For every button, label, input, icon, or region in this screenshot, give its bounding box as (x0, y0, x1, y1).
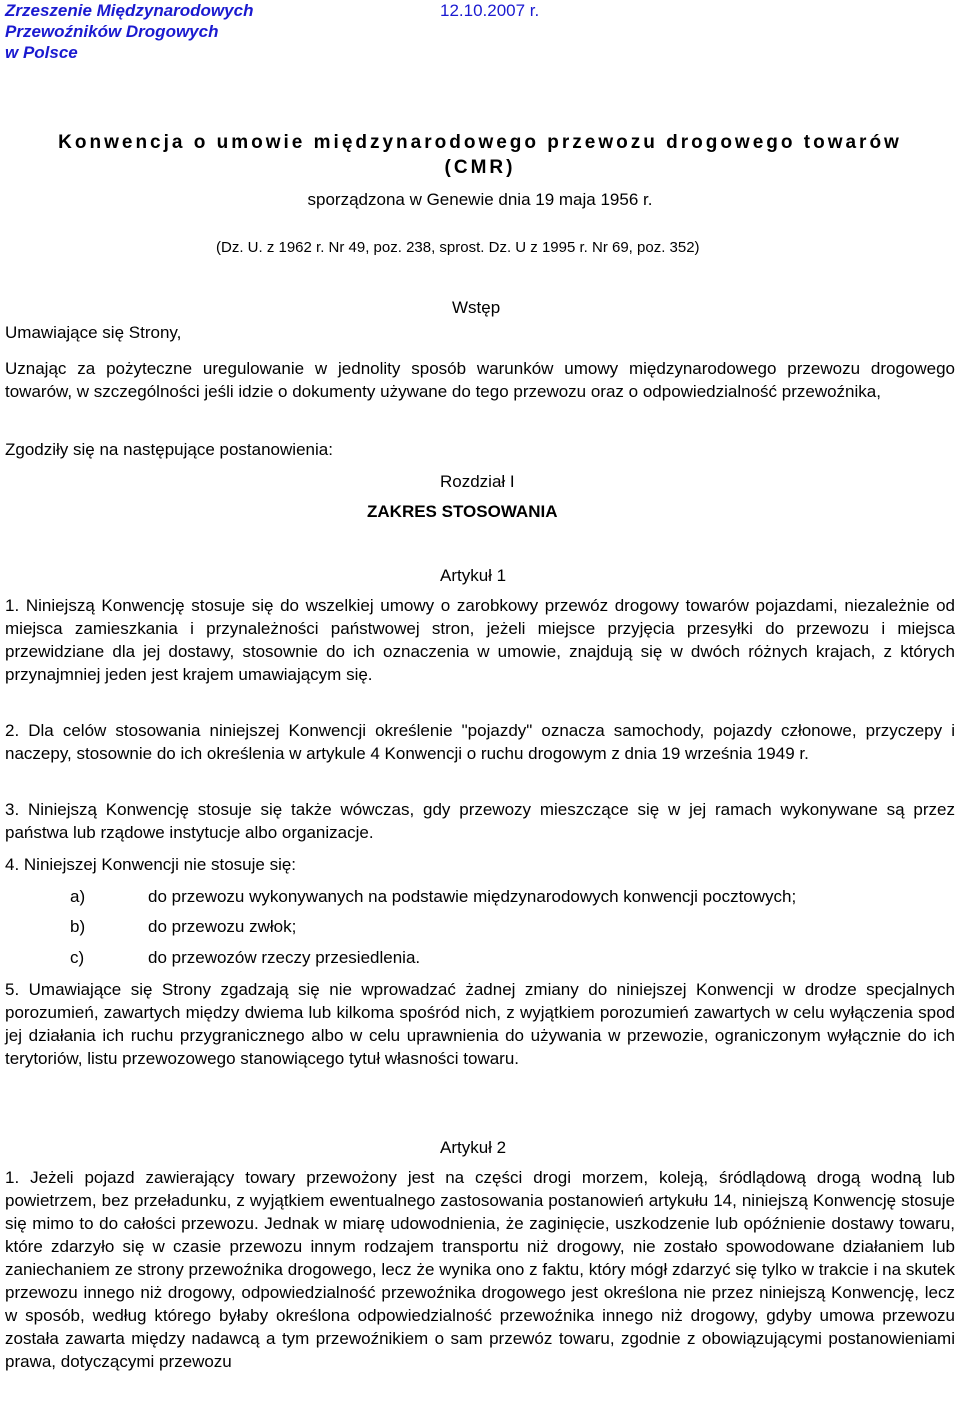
org-line-2: Przewoźników Drogowych (5, 22, 219, 41)
recital-paragraph: Uznając za pożyteczne uregulowanie w jednolity sposób warunków umowy międzynarodowego przewozu drogowego towarów, w szczególności jeśli idzie o dokumenty używane do tego przewozu oraz o odpowiedzialność przewoźnika, (5, 359, 955, 401)
document-title (5, 130, 955, 180)
article-1-paragraph-5: 5. Umawiające się Strony zgadzają się nie wprowadzać żadnej zmiany do niniejszej Konwencji w drodze specjalnych porozumień, zawartych między dwiema lub kilkoma spośród nich, z wyjątkiem porozumień zawartych w celu wyłączenia spod jej działania ich ruchu przygranicznego albo w celu uprawnienia do używania w przewozie, ograniczonym wyłącznie do ich terytoriów, listu przewozowego stanowiącego tytuł własności towaru. (5, 980, 955, 1068)
org-line-3: w Polsce (5, 43, 78, 62)
legal-reference: (Dz. U. z 1962 r. Nr 49, poz. 238, sprost. Dz. U z 1995 r. Nr 69, poz. 352) (216, 239, 700, 256)
org-line-1: Zrzeszenie Międzynarodowych (5, 1, 254, 20)
list-item (5, 946, 955, 969)
article-2-heading: Artykuł 2 (440, 1138, 507, 1157)
list-item-label: a) (70, 887, 86, 906)
agreed-statement: Zgodziły się na następujące postanowienia: (5, 440, 333, 459)
article-1-paragraph-3: 3. Niniejszą Konwencję stosuje się także wówczas, gdy przewozy mieszczące się w jej ramach wykonywane są przez państwa lub rządowe instytucje albo organizacje. (5, 800, 955, 842)
contracting-parties: Umawiające się Strony, (5, 323, 182, 342)
list-item-text: do przewozu zwłok; (148, 917, 297, 936)
list-item-text: do przewozów rzeczy przesiedlenia. (148, 948, 421, 967)
chapter-title: ZAKRES STOSOWANIA (367, 502, 558, 521)
article-1-heading: Artykuł 1 (440, 566, 507, 585)
preamble-heading: Wstęp (452, 298, 501, 317)
article-2-paragraph-1: 1. Jeżeli pojazd zawierający towary przewożony jest na części drogi morzem, koleją, śródlądową drogą wodną lub powietrzem, bez przeładunku, z wyjątkiem ewentualnego zastosowania postanowień artykułu 14, niniejszą Konwencję stosuje się mimo to do całości przewozu. Jednak w miarę udowodnienia, że zaginięcie, uszkodzenie lub opóźnienie dostawy towaru, które zdarzyło się w czasie przewozu innym rodzajem transportu niż drogowy, nie zostało spowodowane działaniem lub zaniechaniem ze strony przewoźnika drogowego, lecz że wynika ono z faktu, który mógł zdarzyć się tylko w trakcie i na skutek przewozu innego niż drogowy, odpowiedzialność przewoźnika drogowego jest określona nie przez niniejszą Konwencję, lecz w sposób, według którego byłaby określona odpowiedzialność przewoźnika innego niż drogowy, gdyby umowa przewozu została zawarta między nadawcą a tym przewoźnikiem o sam przewóz towaru, zgodnie z obowiązującymi postanowieniami prawa, dotyczącymi przewozu (5, 1168, 955, 1371)
article-1-paragraph-2: 2. Dla celów stosowania niniejszej Konwencji określenie "pojazdy" oznacza samochody, pojazdy członowe, przyczepy i naczepy, stosownie do ich określenia w artykule 4 Konwencji o ruchu drogowym z dnia 19 września 1949 r. (5, 721, 955, 763)
title-line-1: Konwencja o umowie międzynarodowego przewozu drogowego towarów (58, 132, 902, 153)
list-item (5, 915, 955, 938)
article-1-paragraph-4: 4. Niniejszej Konwencji nie stosuje się: (5, 855, 297, 874)
list-item-label: b) (70, 917, 86, 936)
list-item-label: c) (70, 948, 85, 967)
title-line-2: (CMR) (444, 157, 516, 178)
document-subtitle: sporządzona w Genewie dnia 19 maja 1956 r. (307, 190, 653, 209)
article-1-paragraph-1: 1. Niniejszą Konwencję stosuje się do wszelkiej umowy o zarobkowy przewóz drogowy towarów pojazdami, niezależnie od miejsca zamieszkania i przynależności państwowej stron, jeżeli miejsce przyjęcia przesyłki do przewozu i miejsca przewidziane dla jej dostawy, stosownie do ich oznaczenia w umowie, znajdują się w dwóch różnych krajach, z których przynajmniej jeden jest krajem umawiającym się. (5, 596, 955, 684)
organization-name (5, 0, 305, 63)
list-item-text: do przewozu wykonywanych na podstawie międzynarodowych konwencji pocztowych; (148, 887, 797, 906)
document-date: 12.10.2007 r. (440, 1, 540, 20)
list-item (5, 885, 955, 908)
chapter-number: Rozdział I (440, 472, 515, 491)
